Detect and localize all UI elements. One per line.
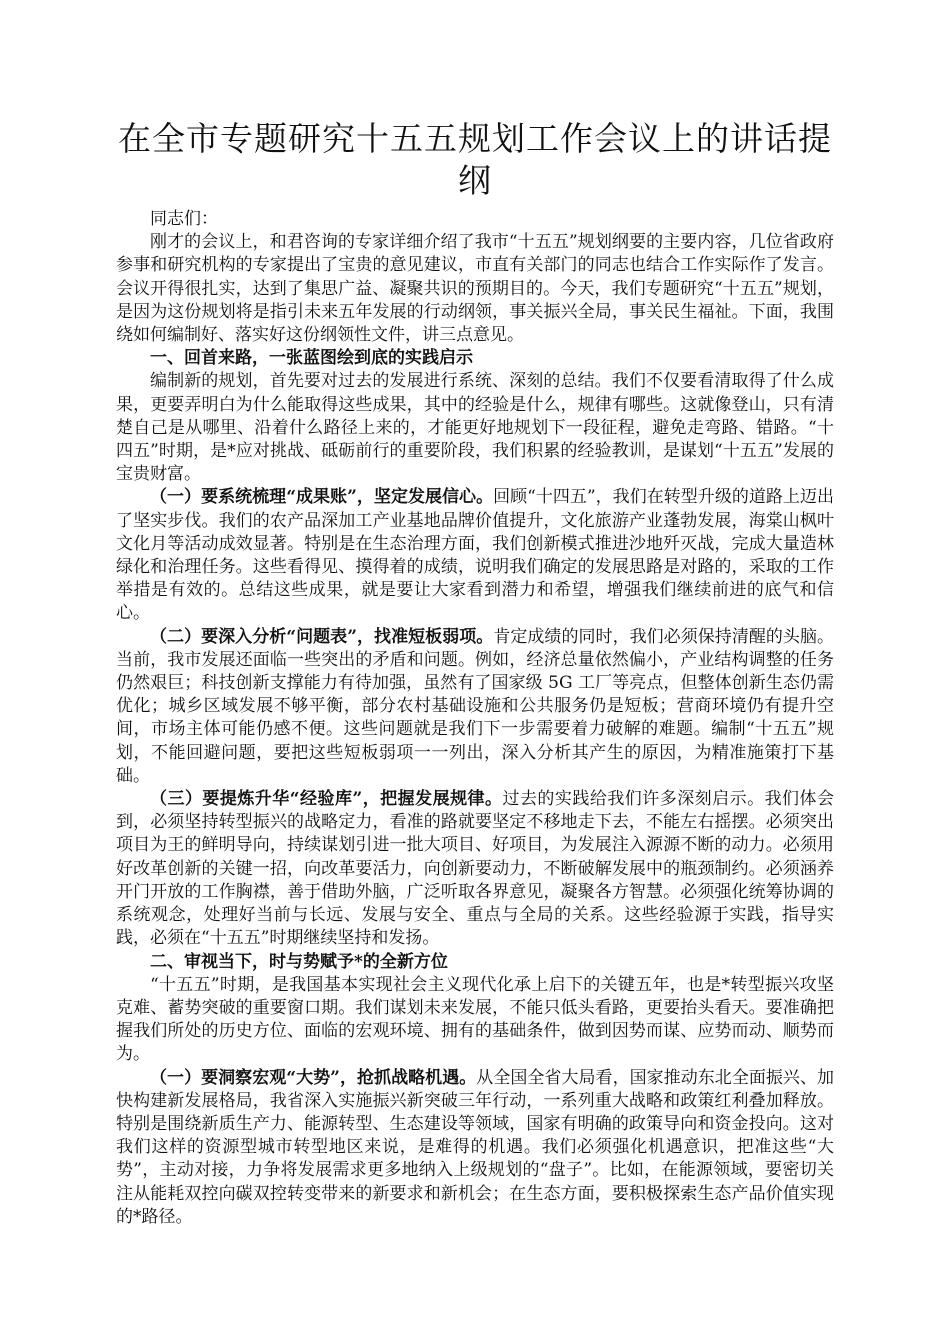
- section-1-item-3: [116, 788, 834, 950]
- section-1-item-2-text: 肯定成绩的同时，我们必须保持清醒的头脑。当前，我市发展还面临一些突出的矛盾和问题。例如，经济总量依然偏小，产业结构调整的任务仍然艰巨；科技创新支撑能力有待加强，虽然有了国家级 5G 工厂等亮点，但整体创新生态仍需优化；城乡区域发展不够平衡，部分农村基础设施和公共服务仍是短板；营商环境仍有提升空间，市场主体可能仍感不便。这些问题就是我们下一步需要着力破解的难题。编制“十五五”规划，不能回避问题，要把这些短板弱项一一列出，深入分析其产生的原因，为精准施策打下基础。: [116, 626, 834, 786]
- section-1-item-3-text: 过去的实践给我们许多深刻启示。我们体会到，必须坚持转型振兴的战略定力，看准的路就要坚定不移地走下去，不能左右摇摆。必须突出项目为王的鲜明导向，持续谋划引进一批大项目、好项目，为发展注入源源不断的动力。必须用好改革创新的关键一招，向改革要活力，向创新要动力，不断破解发展中的瓶颈制约。必须涵养开门开放的工作胸襟，善于借助外脑，广泛听取各界意见，凝聚各方智慧。必须强化统筹协调的系统观念，处理好当前与长远、发展与安全、重点与全局的关系。这些经验源于实践，指导实践，必须在“十五五”时期继续坚持和发扬。: [116, 789, 834, 949]
- section-1-item-1-text: 回顾“十四五”，我们在转型升级的道路上迈出了坚实步伐。我们的农产品深加工产业基地品牌价值提升，文化旅游产业蓬勃发展，海棠山枫叶文化月等活动成效显著。特别是在生态治理方面，我们创新模式推进沙地歼灭战，完成大量造林绿化和治理任务。这些看得见、摸得着的成绩，说明我们确定的发展思路是对路的，采取的工作举措是有效的。总结这些成果，就是要让大家看到潜力和希望，增强我们继续前进的底气和信心。: [116, 487, 834, 624]
- salutation: 同志们：: [150, 209, 218, 229]
- section-2-item-1-text: 从全国全省大局看，国家推动东北全面振兴、加快构建新发展格局，我省深入实施振兴新突破三年行动，一系列重大战略和政策红利叠加释放。特别是围绕新质生产力、能源转型、生态建设等领域，国家有明确的政策导向和资金投向。这对我们这样的资源型城市转型地区来说，是难得的机遇。我们必须强化机遇意识，把准这些“大势”，主动对接，力争将发展需求更多地纳入上级规划的“盘子”。比如，在能源领域，要密切关注从能耗双控向碳双控转变带来的新要求和新机会；在生态方面，要积极探索生态产品价值实现的*路径。: [116, 1067, 834, 1227]
- section-2-item-1-lead: （一）要洞察宏观“大势”，抢抓战略机遇。: [150, 1067, 477, 1088]
- section-2-paragraph: “十五五”时期，是我国基本实现社会主义现代化承上启下的关键五年，也是*转型振兴攻坚克难、蓄势突破的重要窗口期。我们谋划未来发展，不能只低头看路，更要抬头看天。要准确把握我们所处的历史方位、面临的宏观环境、拥有的基础条件，做到因势而谋、应势而动、顺势而为。: [116, 974, 834, 1065]
- section-1-heading: 一、回首来路，一张蓝图绘到底的实践启示: [150, 348, 473, 369]
- section-2-item-1: [116, 1067, 834, 1229]
- section-1-item-1: [116, 486, 834, 625]
- section-1-item-1-lead: （一）要系统梳理“成果账”，坚定发展信心。: [150, 487, 494, 508]
- section-1-item-3-lead: （三）要提炼升华“经验库”，把握发展规律。: [150, 789, 503, 810]
- section-2-heading: 二、审视当下，时与势赋予*的全新方位: [150, 951, 448, 972]
- intro-paragraph: 刚才的会议上，和君咨询的专家详细介绍了我市“十五五”规划纲要的主要内容，几位省政府参事和研究机构的专家提出了宝贵的意见建议，市直有关部门的同志也结合工作实际作了发言。会议开得很扎实，达到了集思广益、凝聚共识的预期目的。今天，我们专题研究“十五五”规划，是因为这份规划将是指引未来五年发展的行动纲领，事关振兴全局，事关民生福祉。下面，我围绕如何编制好、落实好这份纲领性文件，讲三点意见。: [116, 232, 834, 346]
- document-title: 在全市专题研究十五五规划工作会议上的讲话提纲: [118, 119, 832, 200]
- section-1-paragraph: 编制新的规划，首先要对过去的发展进行系统、深刻的总结。我们不仅要看清取得了什么成果，更要弄明白为什么能取得这些成果，其中的经验是什么，规律有哪些。这就像登山，只有清楚自己是从哪里、沿着什么路径上来的，才能更好地规划下一段征程，避免走弯路、错路。“十四五”时期，是*应对挑战、砥砺前行的重要阶段，我们积累的经验教训，是谋划“十五五”发展的宝贵财富。: [116, 371, 834, 485]
- document-body: [116, 208, 834, 1229]
- section-1-item-2-lead: （二）要深入分析“问题表”，找准短板弱项。: [150, 626, 494, 647]
- section-1-item-2: [116, 626, 834, 788]
